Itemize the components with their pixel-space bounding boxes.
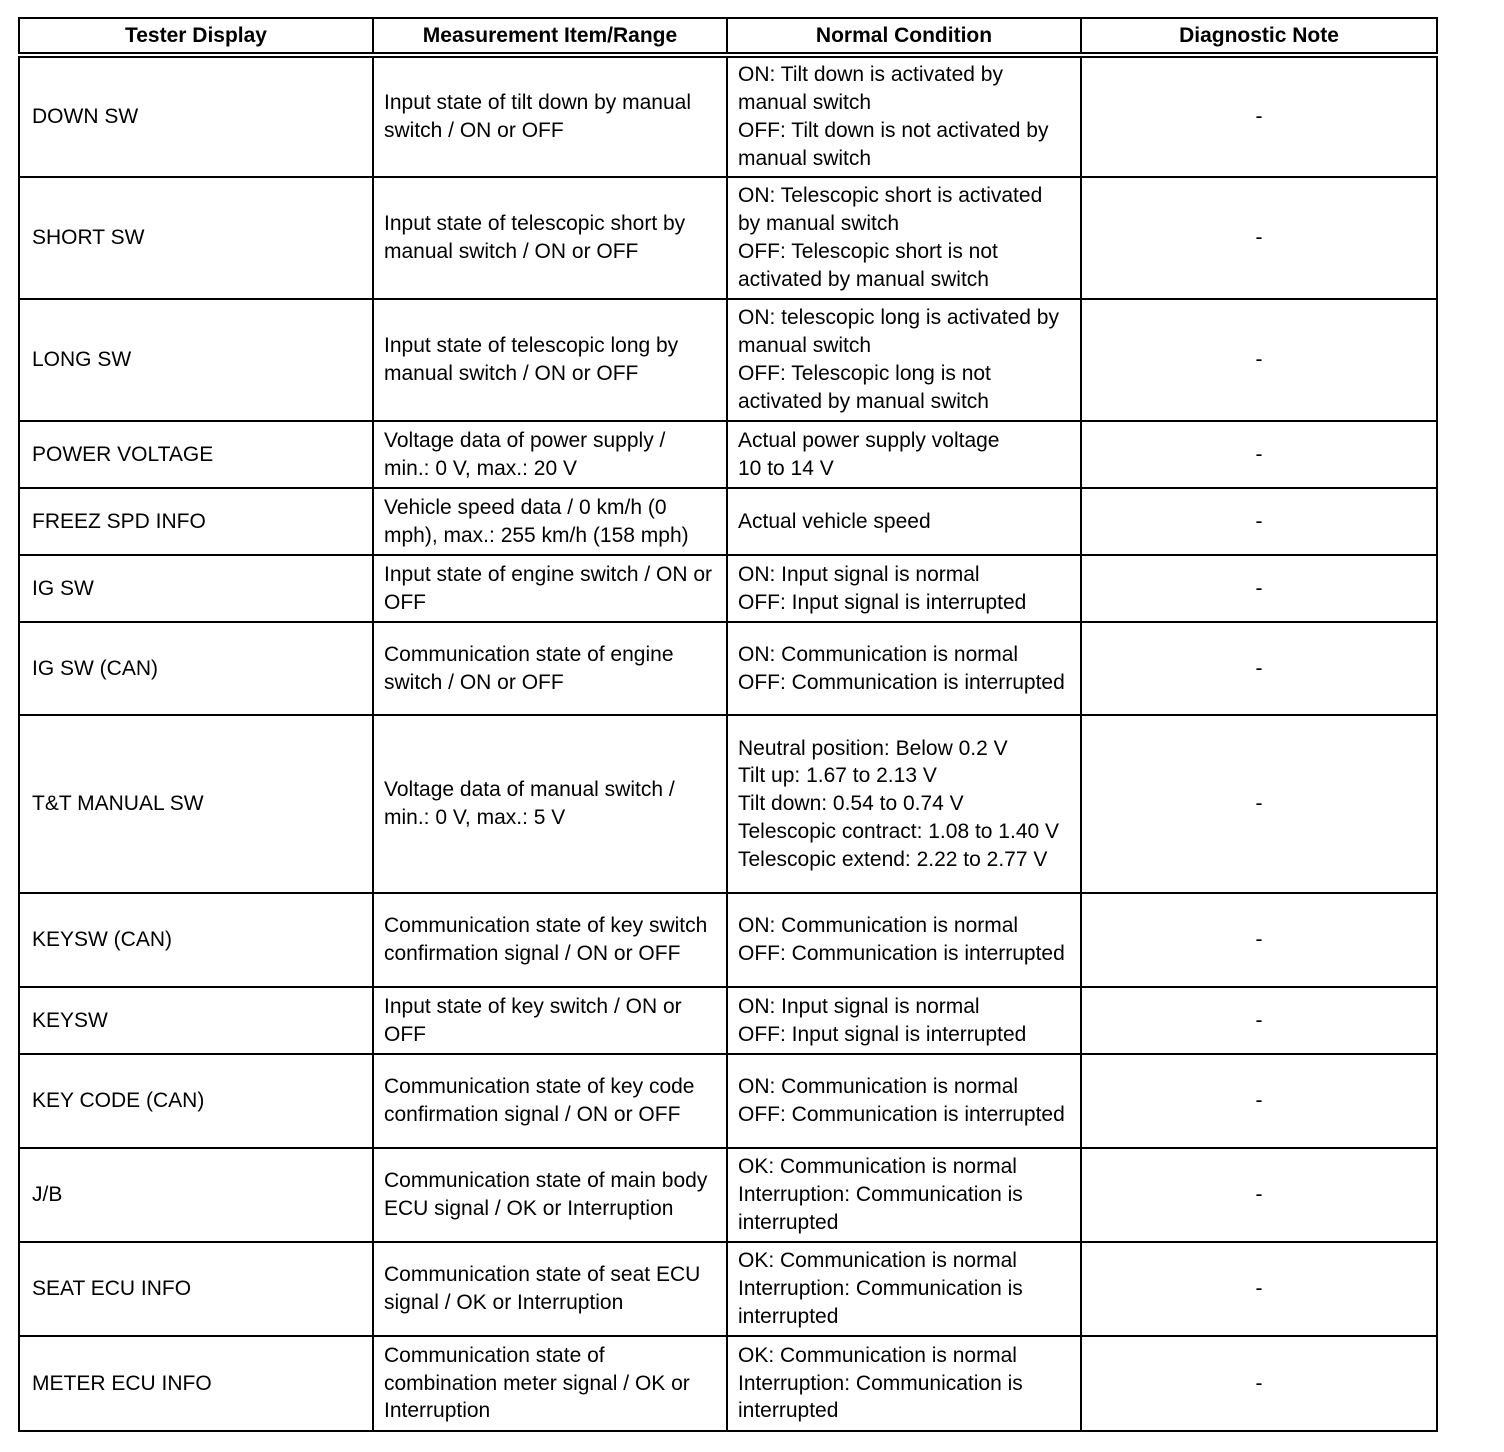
tester-display-cell: KEY CODE (CAN): [19, 1054, 373, 1148]
diagnostic-note-cell: -: [1081, 177, 1437, 299]
header-row: [19, 18, 1437, 55]
measurement-item-cell: Communication state of engine switch / ON or OFF: [373, 622, 727, 715]
normal-condition-line: Tilt up: 1.67 to 2.13 V: [738, 764, 937, 788]
tester-display-cell: LONG SW: [19, 299, 373, 421]
diagnostic-note-cell: -: [1081, 1336, 1437, 1431]
normal-condition-cell: [727, 555, 1081, 622]
tester-display-cell: IG SW (CAN): [19, 622, 373, 715]
normal-condition-cell: [727, 715, 1081, 893]
diagnostic-note-cell: -: [1081, 55, 1437, 177]
normal-condition-line: ON: Telescopic short is activated by manual switch: [738, 184, 1043, 236]
data-list-table: [18, 17, 1438, 1432]
normal-condition-line: Actual power supply voltage: [738, 428, 1000, 452]
normal-condition-line: OFF: Telescopic long is not activated by manual switch: [738, 362, 991, 413]
normal-condition-line: OK: Communication is normal: [738, 1249, 1017, 1273]
measurement-item-cell: Input state of tilt down by manual switch / ON or OFF: [373, 55, 727, 177]
diagnostic-note-cell: -: [1081, 299, 1437, 421]
normal-condition-cell: [727, 987, 1081, 1054]
normal-condition-line: OFF: Communication is interrupted: [738, 1103, 1065, 1126]
measurement-item-cell: Input state of telescopic long by manual switch / ON or OFF: [373, 299, 727, 421]
table-body: [19, 55, 1437, 1431]
normal-condition-line: OK: Communication is normal: [738, 1155, 1017, 1179]
normal-condition-cell: [727, 1242, 1081, 1336]
table-row: [19, 1336, 1437, 1431]
diagnostic-note-cell: -: [1081, 1054, 1437, 1148]
normal-condition-line: OFF: Tilt down is not activated by manual switch: [738, 119, 1049, 170]
normal-condition-cell: [727, 421, 1081, 488]
normal-condition-line: OFF: Input signal is interrupted: [738, 590, 1027, 614]
measurement-item-cell: Input state of key switch / ON or OFF: [373, 987, 727, 1054]
normal-condition-line: Interruption: Communication is interrupted: [738, 1183, 1023, 1234]
normal-condition-line: ON: Tilt down is activated by manual switch: [738, 63, 1003, 115]
tester-display-cell: FREEZ SPD INFO: [19, 488, 373, 555]
data-list-sheet: [18, 17, 1438, 1432]
measurement-item-cell: Input state of telescopic short by manual switch / ON or OFF: [373, 177, 727, 299]
tester-display-cell: POWER VOLTAGE: [19, 421, 373, 488]
diagnostic-note-cell: -: [1081, 987, 1437, 1054]
normal-condition-line: ON: telescopic long is activated by manual switch: [738, 306, 1059, 358]
normal-condition-cell: [727, 622, 1081, 715]
table-row: [19, 555, 1437, 622]
normal-condition-cell: [727, 299, 1081, 421]
normal-condition-line: Telescopic extend: 2.22 to 2.77 V: [738, 847, 1048, 871]
diagnostic-note-cell: -: [1081, 1148, 1437, 1242]
tester-display-cell: KEYSW: [19, 987, 373, 1054]
normal-condition-line: OFF: Communication is interrupted: [738, 942, 1065, 965]
normal-condition-cell: [727, 1336, 1081, 1431]
measurement-item-cell: Communication state of key code confirmation signal / ON or OFF: [373, 1054, 727, 1148]
normal-condition-line: OFF: Telescopic short is not activated by manual switch: [738, 240, 998, 291]
measurement-item-cell: Communication state of main body ECU signal / OK or Interruption: [373, 1148, 727, 1242]
normal-condition-line: ON: Communication is normal: [738, 1075, 1019, 1099]
normal-condition-line: OFF: Input signal is interrupted: [738, 1022, 1027, 1046]
table-row: [19, 421, 1437, 488]
table-row: [19, 622, 1437, 715]
measurement-item-cell: Input state of engine switch / ON or OFF: [373, 555, 727, 622]
table-row: [19, 299, 1437, 421]
header-normal-condition: Normal Condition: [727, 18, 1081, 55]
normal-condition-line: Telescopic contract: 1.08 to 1.40 V: [738, 819, 1060, 843]
table-row: [19, 488, 1437, 555]
normal-condition-line: Interruption: Communication is interrupted: [738, 1371, 1023, 1423]
table-row: [19, 1242, 1437, 1336]
table-row: [19, 987, 1437, 1054]
tester-display-cell: SHORT SW: [19, 177, 373, 299]
normal-condition-line: Tilt down: 0.54 to 0.74 V: [738, 792, 964, 816]
table-row: [19, 1054, 1437, 1148]
normal-condition-line: Actual vehicle speed: [738, 509, 931, 533]
tester-display-cell: DOWN SW: [19, 55, 373, 177]
table-row: [19, 177, 1437, 299]
diagnostic-note-cell: -: [1081, 893, 1437, 987]
header-measurement-item: Measurement Item/Range: [373, 18, 727, 55]
normal-condition-cell: [727, 488, 1081, 555]
diagnostic-note-cell: -: [1081, 555, 1437, 622]
measurement-item-cell: Communication state of key switch confirmation signal / ON or OFF: [373, 893, 727, 987]
tester-display-cell: KEYSW (CAN): [19, 893, 373, 987]
table-row: [19, 893, 1437, 987]
diagnostic-note-cell: -: [1081, 622, 1437, 715]
normal-condition-line: ON: Input signal is normal: [738, 562, 980, 586]
measurement-item-cell: Communication state of combination meter signal / OK or Interruption: [373, 1336, 727, 1431]
tester-display-cell: SEAT ECU INFO: [19, 1242, 373, 1336]
normal-condition-line: Neutral position: Below 0.2 V: [738, 736, 1008, 760]
diagnostic-note-cell: -: [1081, 421, 1437, 488]
header-diagnostic-note: Diagnostic Note: [1081, 18, 1437, 55]
tester-display-cell: T&T MANUAL SW: [19, 715, 373, 893]
table-row: [19, 715, 1437, 893]
normal-condition-line: OK: Communication is normal: [738, 1343, 1017, 1367]
diagnostic-note-cell: -: [1081, 1242, 1437, 1336]
table-row: [19, 55, 1437, 177]
normal-condition-cell: [727, 177, 1081, 299]
normal-condition-cell: [727, 893, 1081, 987]
normal-condition-cell: [727, 55, 1081, 177]
table-row: [19, 1148, 1437, 1242]
measurement-item-cell: Vehicle speed data / 0 km/h (0 mph), max.: 255 km/h (158 mph): [373, 488, 727, 555]
normal-condition-cell: [727, 1148, 1081, 1242]
tester-display-cell: METER ECU INFO: [19, 1336, 373, 1431]
measurement-item-cell: Communication state of seat ECU signal / OK or Interruption: [373, 1242, 727, 1336]
measurement-item-cell: Voltage data of manual switch / min.: 0 V, max.: 5 V: [373, 715, 727, 893]
tester-display-cell: IG SW: [19, 555, 373, 622]
normal-condition-cell: [727, 1054, 1081, 1148]
normal-condition-line: ON: Communication is normal: [738, 914, 1019, 938]
normal-condition-line: OFF: Communication is interrupted: [738, 670, 1065, 694]
header-tester-display: Tester Display: [19, 18, 373, 55]
diagnostic-note-cell: -: [1081, 715, 1437, 893]
normal-condition-line: ON: Communication is normal: [738, 642, 1019, 666]
tester-display-cell: J/B: [19, 1148, 373, 1242]
diagnostic-note-cell: -: [1081, 488, 1437, 555]
normal-condition-line: 10 to 14 V: [738, 456, 834, 480]
normal-condition-line: ON: Input signal is normal: [738, 994, 980, 1018]
measurement-item-cell: Voltage data of power supply / min.: 0 V, max.: 20 V: [373, 421, 727, 488]
normal-condition-line: Interruption: Communication is interrupted: [738, 1277, 1023, 1328]
